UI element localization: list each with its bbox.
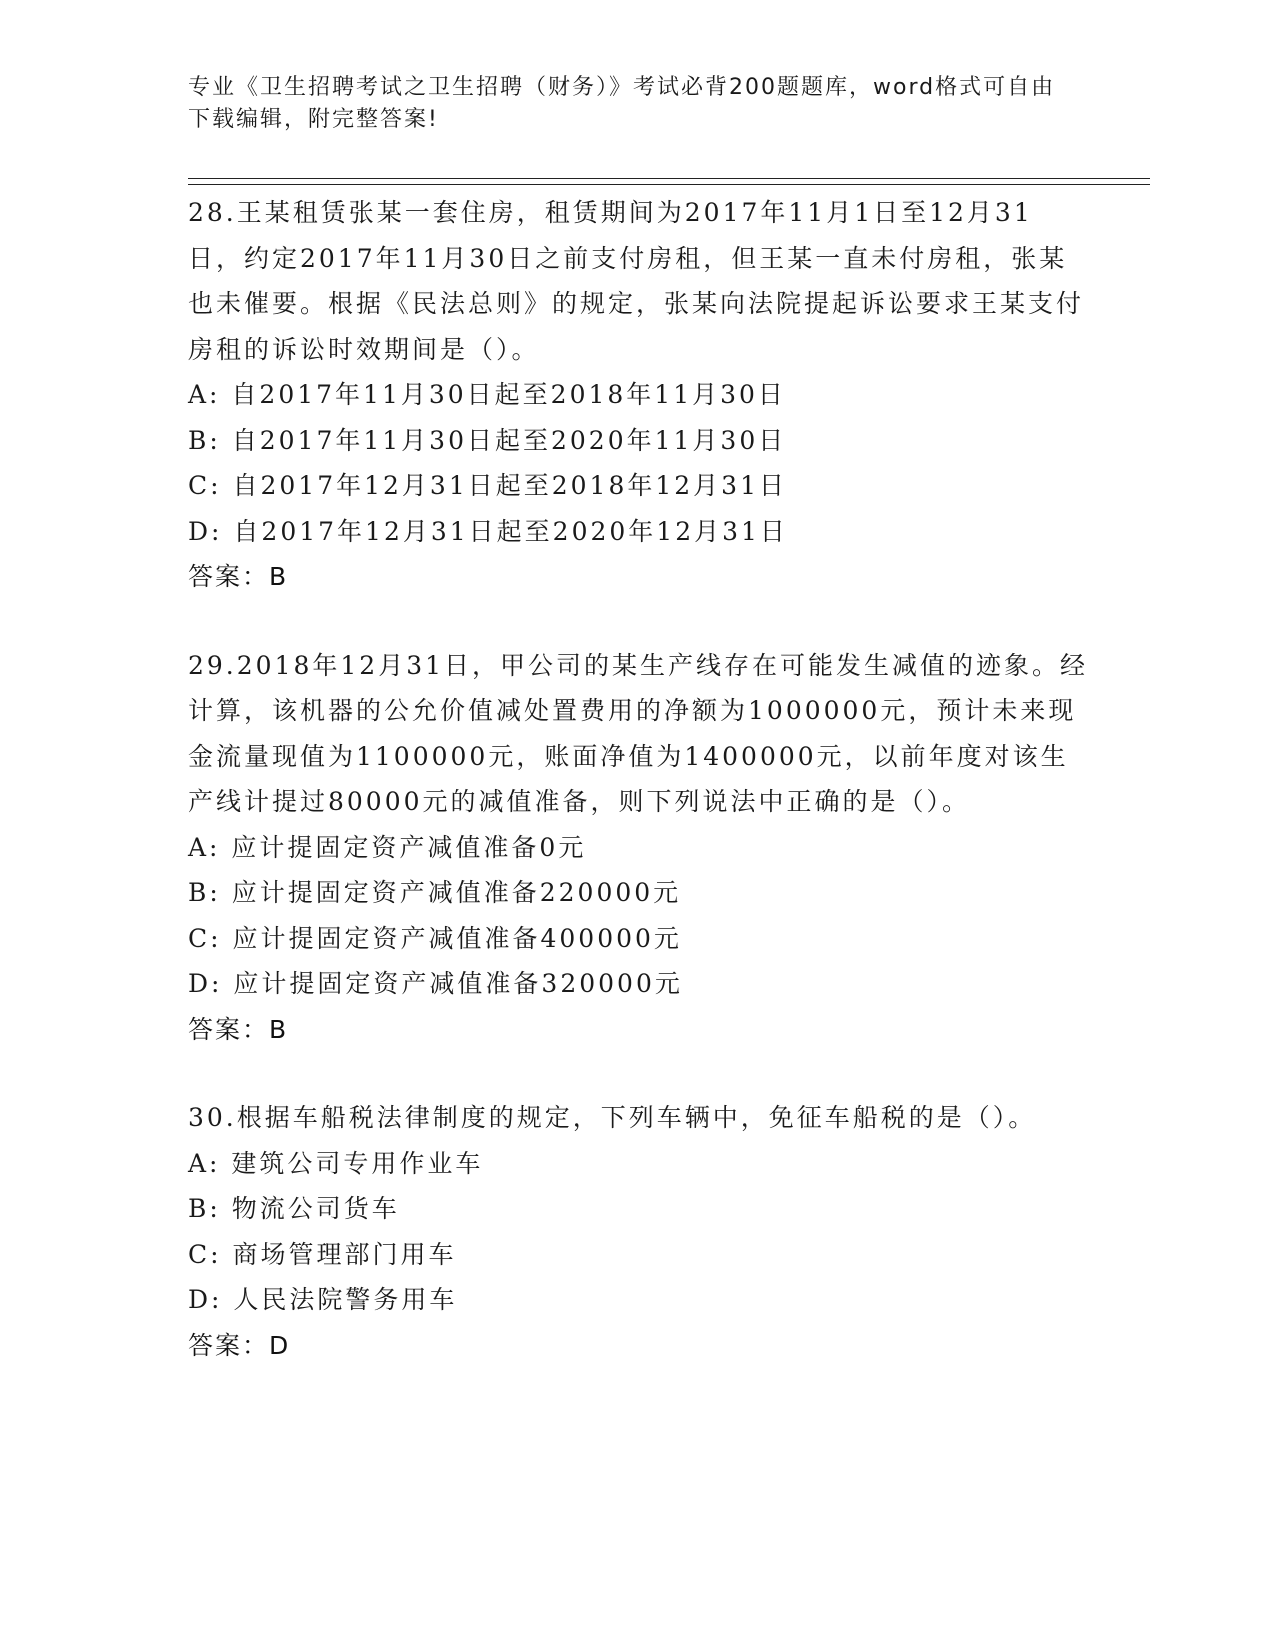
option-a: A: 自2017年11月30日起至2018年11月30日 [188, 380, 786, 409]
option-d: D: 应计提固定资产减值准备320000元 [188, 969, 683, 998]
document-header: 专业《卫生招聘考试之卫生招聘（财务）》考试必背200题题库，word格式可自由下载编辑，附完整答案! [188, 75, 1056, 132]
header-rule-top [188, 178, 1150, 179]
option-b: B: 自2017年11月30日起至2020年11月30日 [188, 425, 787, 455]
option-d: D: 自2017年12月31日起至2020年12月31日 [188, 516, 788, 546]
option-d: D: 人民法院警务用车 [188, 1285, 458, 1314]
option-b: B: 物流公司货车 [188, 1194, 400, 1223]
option-c: C: 自2017年12月31日起至2018年12月31日 [188, 471, 787, 500]
answer: 答案：D [188, 1330, 291, 1360]
question-29 [188, 643, 1088, 1053]
answer: 答案：B [188, 562, 289, 591]
option-c: C: 商场管理部门用车 [188, 1239, 457, 1269]
answer: 答案：B [188, 1014, 289, 1044]
question-list [188, 190, 1088, 1411]
option-b: B: 应计提固定资产减值准备220000元 [188, 878, 682, 907]
question-stem: 29.2018年12月31日，甲公司的某生产线存在可能发生减值的迹象。经计算，该机器的公允价值减处置费用的净额为1000000元，预计未来现金流量现值为1100000元，账面净值为1400000元，以前年度对该生产线计提过80000元的减值准备，则下列说法中正确的是（）。 [188, 650, 1089, 816]
option-a: A: 建筑公司专用作业车 [188, 1148, 484, 1178]
question-stem: 30.根据车船税法律制度的规定，下列车辆中，免征车船税的是（）。 [188, 1103, 1037, 1132]
header-rule-bottom [188, 184, 1150, 185]
option-a: A: 应计提固定资产减值准备0元 [188, 832, 587, 862]
question-30 [188, 1095, 1088, 1368]
question-28 [188, 190, 1088, 600]
option-c: C: 应计提固定资产减值准备400000元 [188, 923, 682, 953]
question-stem: 28.王某租赁张某一套住房，租赁期间为2017年11月1日至12月31日，约定2017年11月30日之前支付房租，但王某一直未付房租，张某也未催要。根据《民法总则》的规定，张某向法院提起诉讼要求王某支付房租的诉讼时效期间是（）。 [188, 198, 1085, 364]
